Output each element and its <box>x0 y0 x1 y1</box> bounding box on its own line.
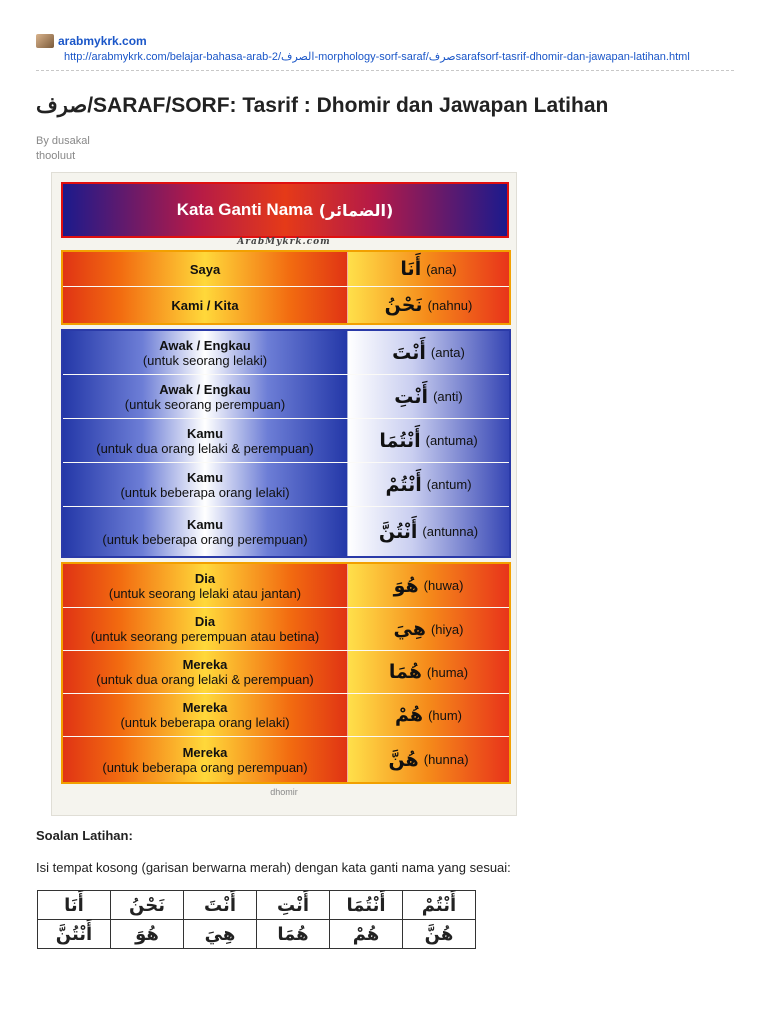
arabic-pronoun: هِيَ <box>393 618 426 640</box>
meaning-note: (untuk seorang lelaki atau jantan) <box>108 585 302 601</box>
meaning-note: (untuk beberapa orang lelaki) <box>120 715 290 730</box>
pronoun-meaning <box>63 463 348 506</box>
exercise-heading: Soalan Latihan: <box>36 828 133 843</box>
romanization: (anti) <box>433 389 463 404</box>
exercise-cell: هُوَ <box>111 920 184 949</box>
meaning-label: Awak / Engkau <box>159 337 251 353</box>
pronoun-arabic-cell <box>348 737 509 782</box>
pronoun-arabic-cell <box>348 463 509 506</box>
pronoun-meaning <box>63 252 348 286</box>
pronoun-meaning <box>63 287 348 323</box>
exercise-row <box>38 891 476 920</box>
pronoun-arabic-cell <box>348 375 509 418</box>
article-title: صرف/SARAF/SORF: Tasrif : Dhomir dan Jawapan Latihan <box>36 94 609 117</box>
pronoun-row <box>63 564 509 608</box>
meaning-label: Awak / Engkau <box>159 381 251 397</box>
pronoun-meaning <box>63 331 348 374</box>
romanization: (hum) <box>428 707 463 723</box>
meaning-label: Kami / Kita <box>171 297 239 313</box>
exercise-cell: أَنْتُمَا <box>330 891 403 920</box>
exercise-table <box>37 890 476 949</box>
meaning-note: (untuk beberapa orang perempuan) <box>102 531 308 547</box>
pronoun-meaning <box>63 507 348 556</box>
meaning-label: Dia <box>194 570 216 586</box>
pronoun-group-third-person <box>61 562 511 784</box>
subauthor-line: thooluut <box>36 150 76 162</box>
arabic-pronoun: أَنْتَ <box>392 341 426 364</box>
pronoun-group-first-person <box>61 250 511 325</box>
romanization: (antunna) <box>422 524 479 539</box>
meaning-note: (untuk seorang perempuan) <box>124 396 286 412</box>
exercise-cell: هُمْ <box>330 920 403 949</box>
pronoun-meaning <box>63 737 348 782</box>
exercise-cell: هُنَّ <box>403 920 476 949</box>
pronoun-meaning <box>63 694 348 736</box>
exercise-cell: أَنْتَ <box>184 891 257 920</box>
pronoun-arabic-cell <box>348 651 509 693</box>
pronoun-meaning <box>63 419 348 462</box>
arabic-pronoun: نَحْنُ <box>384 294 423 316</box>
header-divider <box>36 70 734 71</box>
romanization: (antuma) <box>425 433 478 448</box>
romanization: (hunna) <box>423 752 469 767</box>
pronoun-row <box>63 287 509 323</box>
exercise-instruction: Isi tempat kosong (garisan berwarna merah) dengan kata ganti nama yang sesuai: <box>36 860 511 875</box>
pronoun-row <box>63 651 509 694</box>
pronoun-arabic-cell <box>348 507 509 556</box>
meaning-note: (untuk beberapa orang lelaki) <box>120 484 290 500</box>
pronoun-meaning <box>63 651 348 693</box>
meaning-note: (untuk seorang lelaki) <box>142 352 268 368</box>
meaning-label: Kamu <box>186 516 224 532</box>
banner-title: Kata Ganti Nama <box>176 200 313 219</box>
arabic-pronoun: هُمْ <box>394 704 424 726</box>
arabic-pronoun: هُوَ <box>393 574 419 597</box>
exercise-cell: أَنْتِ <box>257 891 330 920</box>
meaning-label: Saya <box>189 261 221 277</box>
romanization: (ana) <box>426 261 457 277</box>
pronoun-row <box>63 252 509 287</box>
romanization: (antum) <box>426 477 472 492</box>
meaning-label: Mereka <box>182 700 228 715</box>
romanization: (hiya) <box>430 621 464 637</box>
exercise-row <box>38 920 476 949</box>
meaning-note: (untuk seorang perempuan atau betina) <box>90 629 320 644</box>
romanization: (huwa) <box>423 578 464 593</box>
pronoun-group-second-person <box>61 329 511 558</box>
pronoun-arabic-cell <box>348 252 509 286</box>
pronoun-row <box>63 737 509 782</box>
pronoun-arabic-cell <box>348 608 509 650</box>
figure-caption: dhomir <box>270 787 298 797</box>
arabic-pronoun: أَنَا <box>400 258 422 280</box>
arabic-pronoun: أَنْتُمَا <box>379 429 421 452</box>
pronoun-meaning <box>63 608 348 650</box>
pronoun-meaning <box>63 375 348 418</box>
arabic-pronoun: أَنْتِ <box>394 385 429 408</box>
exercise-cell: نَحْنُ <box>111 891 184 920</box>
meaning-label: Kamu <box>186 469 224 485</box>
arabic-pronoun: هُنَّ <box>388 748 419 771</box>
site-logo-icon <box>36 34 54 48</box>
pronoun-arabic-cell <box>348 564 509 607</box>
exercise-cell: أَنْتُنَّ <box>38 920 111 949</box>
pronoun-arabic-cell <box>348 287 509 323</box>
pronoun-arabic-cell <box>348 419 509 462</box>
article-meta <box>36 134 90 164</box>
pronoun-row <box>63 419 509 463</box>
pronoun-arabic-cell <box>348 331 509 374</box>
pronoun-row <box>63 331 509 375</box>
arabic-pronoun: أَنْتُنَّ <box>378 520 418 543</box>
figure-banner <box>61 182 509 238</box>
arabic-pronoun: هُمَا <box>388 661 422 683</box>
dhomir-figure <box>51 172 517 816</box>
meaning-note: (untuk dua orang lelaki & perempuan) <box>96 440 314 456</box>
watermark: ArabMykrk.com <box>237 237 331 247</box>
meaning-label: Mereka <box>182 657 228 672</box>
pronoun-row <box>63 375 509 419</box>
meaning-note: (untuk dua orang lelaki & perempuan) <box>96 672 314 687</box>
meaning-label: Dia <box>194 614 216 629</box>
arabic-pronoun: أَنْتُمْ <box>385 473 422 496</box>
article-url-link[interactable]: http://arabmykrk.com/belajar-bahasa-arab-2/الصرف-morphology-sorf-saraf/صرفsarafsorf-tasrif-dhomir-dan-jawapan-latihan.html <box>64 51 690 63</box>
site-name-link[interactable]: arabmykrk.com <box>58 34 147 48</box>
author-line: By dusakal <box>36 135 90 147</box>
exercise-cell: أَنْتُمْ <box>403 891 476 920</box>
romanization: (nahnu) <box>427 297 473 313</box>
pronoun-arabic-cell <box>348 694 509 736</box>
banner-arabic: (الضمائر) <box>318 200 394 220</box>
exercise-cell: هِيَ <box>184 920 257 949</box>
meaning-label: Mereka <box>182 744 228 760</box>
pronoun-row <box>63 694 509 737</box>
pronoun-meaning <box>63 564 348 607</box>
meaning-note: (untuk beberapa orang perempuan) <box>102 759 308 775</box>
meaning-label: Kamu <box>186 425 224 441</box>
exercise-cell: أَنَا <box>38 891 111 920</box>
pronoun-row <box>63 463 509 507</box>
pronoun-row <box>63 507 509 556</box>
romanization: (huma) <box>426 664 469 680</box>
exercise-cell: هُمَا <box>257 920 330 949</box>
romanization: (anta) <box>430 345 465 360</box>
pronoun-row <box>63 608 509 651</box>
